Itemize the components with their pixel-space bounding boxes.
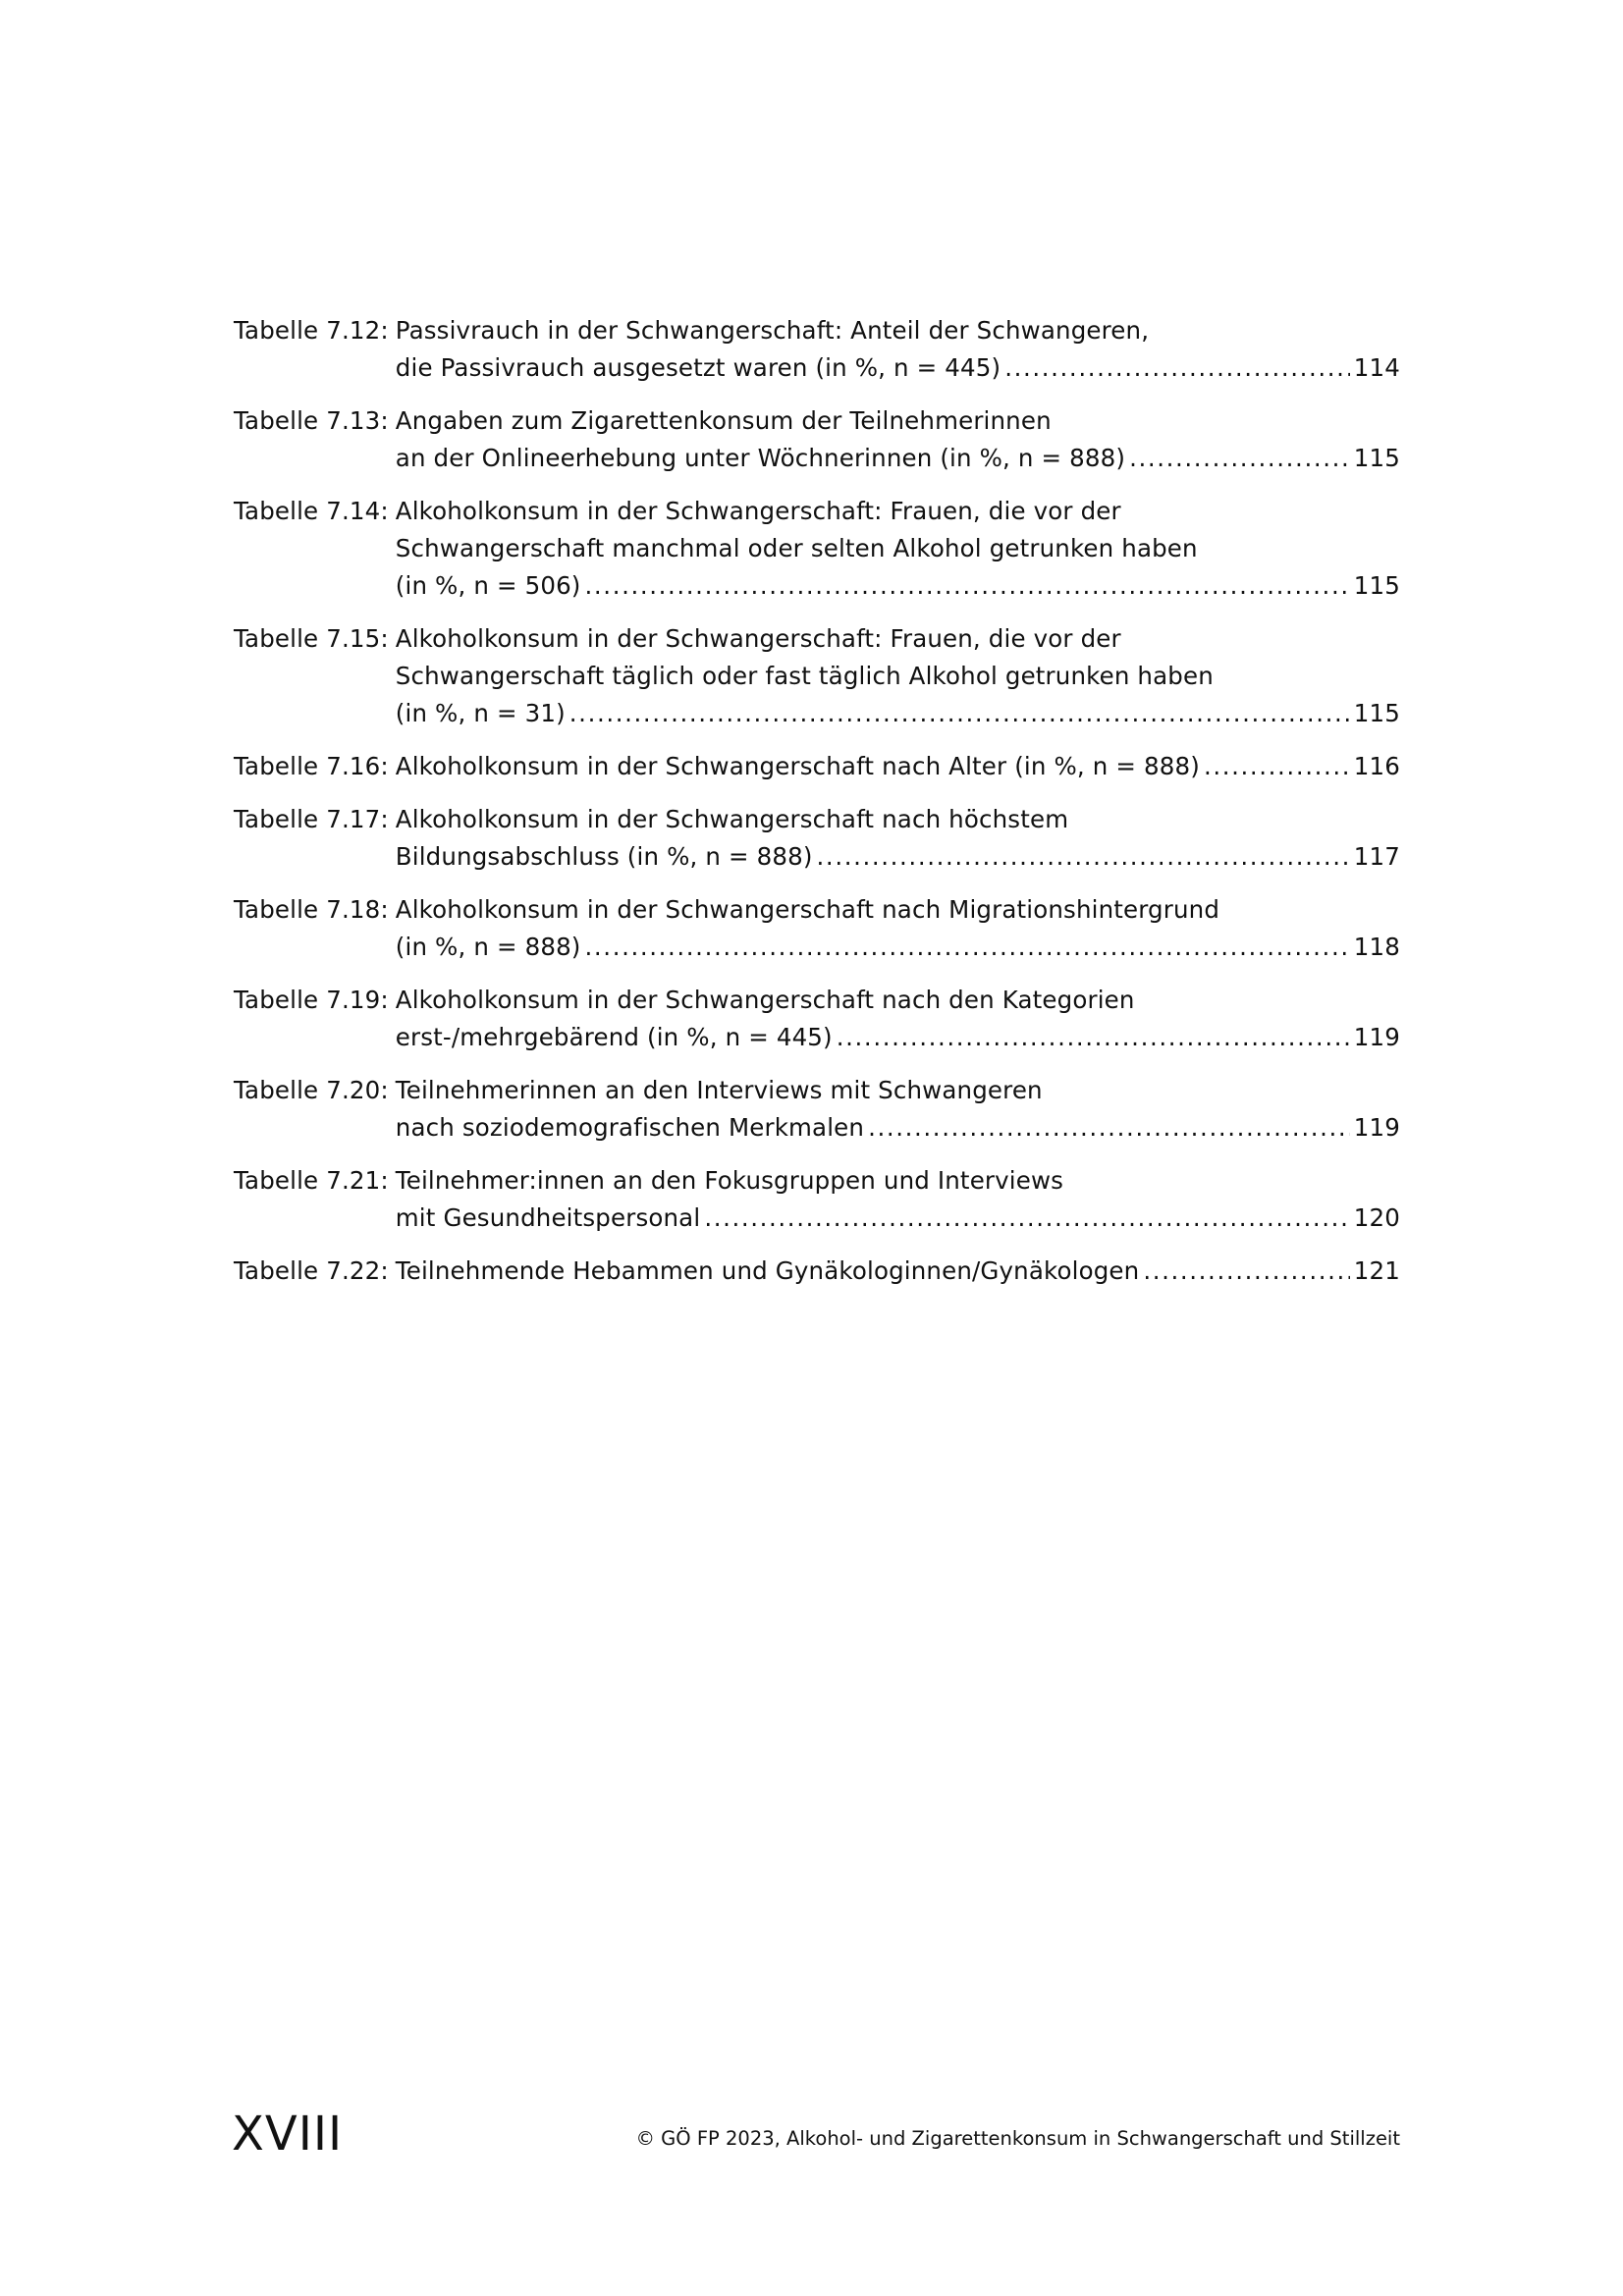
toc-entry-body: [389, 801, 1400, 876]
toc-entry[interactable]: [234, 1162, 1400, 1237]
toc-entry-label: Tabelle 7.22:: [234, 1256, 389, 1285]
toc-entry-page: 120: [1353, 1203, 1400, 1232]
toc-entry-label: Tabelle 7.20:: [234, 1076, 389, 1104]
toc-entry-title-line: nach soziodemografischen Merkmalen: [395, 1113, 865, 1142]
table-of-tables: [234, 312, 1400, 1306]
dot-leader: [1204, 748, 1350, 785]
toc-entry-title-line: Teilnehmerinnen an den Interviews mit Schwangeren: [395, 1076, 1043, 1104]
dot-leader: [817, 838, 1350, 876]
toc-entry[interactable]: [234, 402, 1400, 477]
toc-entry-title-line: Teilnehmende Hebammen und Gynäkologinnen/Gynäkologen: [395, 1256, 1140, 1285]
toc-entry-title-line: Passivrauch in der Schwangerschaft: Anteil der Schwangeren,: [395, 316, 1150, 345]
toc-entry-last-line: [396, 929, 1400, 966]
toc-entry-label: Tabelle 7.19:: [234, 986, 389, 1014]
toc-entry-last-line: [396, 748, 1400, 785]
dot-leader: [704, 1200, 1349, 1237]
toc-entry-label: Tabelle 7.21:: [234, 1166, 389, 1195]
toc-entry-page: 116: [1353, 752, 1400, 780]
toc-entry-title-line: erst-/mehrgebärend (in %, n = 445): [395, 1023, 833, 1051]
toc-entry-title-line: Schwangerschaft täglich oder fast täglich Alkohol getrunken haben: [395, 662, 1214, 690]
toc-entry-body: [389, 748, 1400, 785]
toc-entry-title-line: Bildungsabschluss (in %, n = 888): [395, 842, 813, 871]
dot-leader: [585, 567, 1350, 605]
toc-entry[interactable]: [234, 1253, 1400, 1290]
toc-entry-label: Tabelle 7.12:: [234, 316, 389, 345]
toc-entry-page: 115: [1353, 444, 1400, 472]
toc-entry-page: 119: [1353, 1023, 1400, 1051]
toc-entry[interactable]: [234, 1072, 1400, 1147]
toc-entry-last-line: [396, 567, 1400, 605]
toc-entry[interactable]: [234, 312, 1400, 387]
toc-entry-body: [389, 982, 1400, 1056]
toc-entry-last-line: [396, 1019, 1400, 1056]
dot-leader: [1004, 349, 1350, 387]
toc-entry-title-line: Schwangerschaft manchmal oder selten Alkohol getrunken haben: [395, 534, 1198, 562]
toc-entry-last-line: [396, 440, 1400, 477]
toc-entry-page: 115: [1353, 699, 1400, 727]
toc-entry-label: Tabelle 7.16:: [234, 752, 389, 780]
toc-entry[interactable]: [234, 891, 1400, 966]
dot-leader: [837, 1019, 1350, 1056]
toc-entry-title-line: Alkoholkonsum in der Schwangerschaft nach Migrationshintergrund: [395, 895, 1220, 924]
toc-entry-title-line: Alkoholkonsum in der Schwangerschaft: Frauen, die vor der: [395, 624, 1121, 653]
toc-entry-title-line: Angaben zum Zigarettenkonsum der Teilnehmerinnen: [395, 406, 1052, 435]
dot-leader: [1129, 440, 1350, 477]
toc-entry-label: Tabelle 7.13:: [234, 406, 389, 435]
page-number: XVIII: [232, 2107, 344, 2162]
toc-entry-last-line: [396, 349, 1400, 387]
toc-entry-title-line: an der Onlineerhebung unter Wöchnerinnen (in %, n = 888): [395, 444, 1126, 472]
toc-entry-title-line: Alkoholkonsum in der Schwangerschaft nach höchstem: [395, 805, 1069, 833]
toc-entry-page: 121: [1353, 1256, 1400, 1285]
dot-leader: [1143, 1253, 1349, 1290]
toc-entry-page: 114: [1353, 353, 1400, 382]
toc-entry-last-line: [396, 1109, 1400, 1147]
toc-entry-title-line: die Passivrauch ausgesetzt waren (in %, n = 445): [395, 353, 1001, 382]
toc-entry[interactable]: [234, 493, 1400, 605]
toc-entry-body: [389, 891, 1400, 966]
dot-leader: [585, 929, 1350, 966]
toc-entry-body: [389, 1253, 1400, 1290]
dot-leader: [569, 695, 1350, 732]
toc-entry-body: [389, 1072, 1400, 1147]
toc-entry-label: Tabelle 7.15:: [234, 624, 389, 653]
toc-entry-title-line: (in %, n = 506): [395, 571, 581, 600]
toc-entry[interactable]: [234, 748, 1400, 785]
dot-leader: [868, 1109, 1350, 1147]
toc-entry-last-line: [396, 695, 1400, 732]
toc-entry-body: [389, 620, 1400, 732]
toc-entry-body: [389, 402, 1400, 477]
toc-entry-title-line: Alkoholkonsum in der Schwangerschaft: Frauen, die vor der: [395, 497, 1121, 525]
toc-entry-body: [389, 1162, 1400, 1237]
toc-entry-title-line: Alkoholkonsum in der Schwangerschaft nach den Kategorien: [395, 986, 1135, 1014]
toc-entry-page: 119: [1353, 1113, 1400, 1142]
toc-entry-body: [389, 312, 1400, 387]
toc-entry-page: 115: [1353, 571, 1400, 600]
toc-entry-page: 117: [1353, 842, 1400, 871]
toc-entry-title-line: (in %, n = 888): [395, 933, 581, 961]
toc-entry-title-line: Alkoholkonsum in der Schwangerschaft nach Alter (in %, n = 888): [395, 752, 1200, 780]
toc-entry-page: 118: [1353, 933, 1400, 961]
toc-entry-body: [389, 493, 1400, 605]
toc-entry-label: Tabelle 7.17:: [234, 805, 389, 833]
toc-entry-label: Tabelle 7.18:: [234, 895, 389, 924]
toc-entry-title-line: mit Gesundheitspersonal: [395, 1203, 701, 1232]
toc-entry[interactable]: [234, 620, 1400, 732]
toc-entry-last-line: [396, 1253, 1400, 1290]
toc-entry-title-line: Teilnehmer:innen an den Fokusgruppen und Interviews: [395, 1166, 1064, 1195]
toc-entry[interactable]: [234, 801, 1400, 876]
toc-entry-last-line: [396, 1200, 1400, 1237]
toc-entry[interactable]: [234, 982, 1400, 1056]
toc-entry-title-line: (in %, n = 31): [395, 699, 566, 727]
toc-entry-label: Tabelle 7.14:: [234, 497, 389, 525]
toc-entry-last-line: [396, 838, 1400, 876]
footer-copyright: © GÖ FP 2023, Alkohol- und Zigarettenkonsum in Schwangerschaft und Stillzeit: [635, 2127, 1400, 2150]
